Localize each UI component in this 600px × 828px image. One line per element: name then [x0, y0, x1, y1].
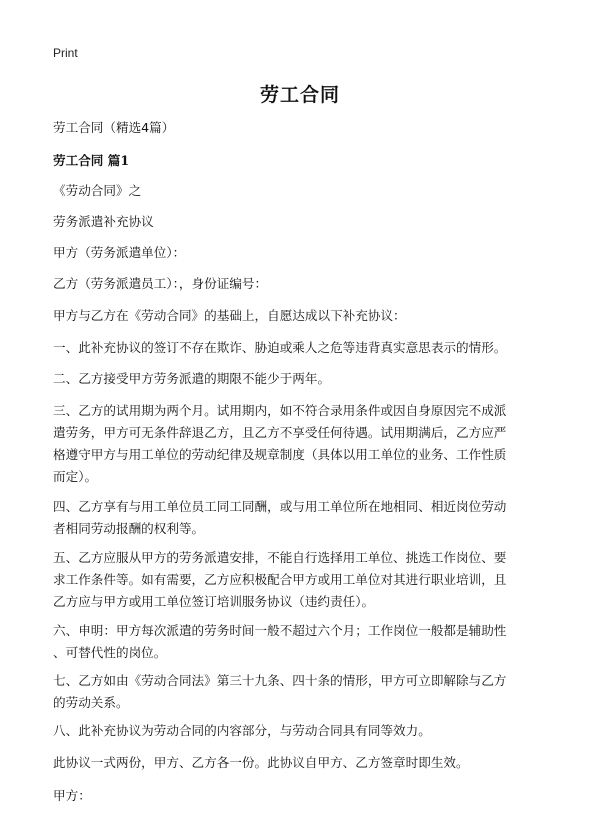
paragraph-line: 乙方应与甲方或用工单位签订培训服务协议（违约责任）。: [53, 594, 375, 609]
paragraph-9: [53, 496, 553, 540]
paragraph-2: 劳务派遣补充协议: [53, 214, 154, 229]
paragraph-6: 一、此补充协议的签订不存在欺诈、胁迫或乘人之危等违背真实意思表示的情形。: [53, 340, 507, 355]
paragraph-12: [53, 670, 553, 714]
paragraph-1: 《劳动合同》之: [53, 183, 142, 198]
paragraph-4: 乙方（劳务派遣员工）：，身份证编号：: [53, 276, 268, 291]
paragraph-8: [53, 400, 553, 488]
paragraph-5: 甲方与乙方在《劳动合同》的基础上，自愿达成以下补充协议：: [53, 308, 406, 323]
paragraph-3: 甲方（劳务派遣单位）：: [53, 245, 186, 260]
paragraph-line: 、可替代性的岗位。: [53, 645, 167, 660]
document-subtitle: 劳工合同（精选4篇）: [53, 120, 175, 135]
paragraph-14: 此协议一式两份，甲方、乙方各一份。此协议自甲方、乙方签章时即生效。: [53, 755, 469, 770]
paragraph-15: 甲方：: [53, 788, 91, 803]
paragraph-line: 六、申明：甲方每次派遣的劳务时间一般不超过六个月；工作岗位一般都是辅助性: [53, 623, 507, 638]
paragraph-line: 遣劳务，甲方可无条件辞退乙方，且乙方不享受任何待遇。试用期满后，乙方应严: [53, 425, 507, 440]
paragraph-13: 八、此补充协议为劳动合同的内容部分，与劳动合同具有同等效力。: [53, 723, 431, 738]
document-title: 劳工合同: [259, 84, 340, 106]
paragraph-10: [53, 547, 553, 613]
paragraph-line: 格遵守甲方与用工单位的劳动纪律及规章制度（具体以用工单位的业务、工作性质: [53, 447, 507, 462]
paragraph-line: 三、乙方的试用期为两个月。试用期内，如不符合录用条件或因自身原因完不成派: [53, 403, 507, 418]
paragraph-line: 五、乙方应服从甲方的劳务派遣安排，不能自行选择用工单位、挑选工作岗位、要: [53, 550, 507, 565]
paragraph-line: 七、乙方如由《劳动合同法》第三十九条、四十条的情形，甲方可立即解除与乙方: [53, 673, 507, 688]
paragraph-11: [53, 620, 553, 664]
paragraph-line: 求工作条件等。如有需要，乙方应积极配合甲方或用工单位对其进行职业培训，且: [53, 572, 507, 587]
paragraph-7: 二、乙方接受甲方劳务派遣的期限不能少于两年。: [53, 371, 331, 386]
paragraph-line: 四、乙方享有与用工单位员工同工同酬，或与用工单位所在地相同、相近岗位劳动: [53, 499, 507, 514]
paragraph-line: 者相同劳动报酬的权利等。: [53, 521, 205, 536]
paragraph-line: 的劳动关系。: [53, 695, 129, 710]
section-heading: 劳工合同 篇1: [53, 153, 130, 168]
print-link[interactable]: Print: [53, 46, 78, 60]
paragraph-line: 而定）。: [53, 469, 98, 484]
